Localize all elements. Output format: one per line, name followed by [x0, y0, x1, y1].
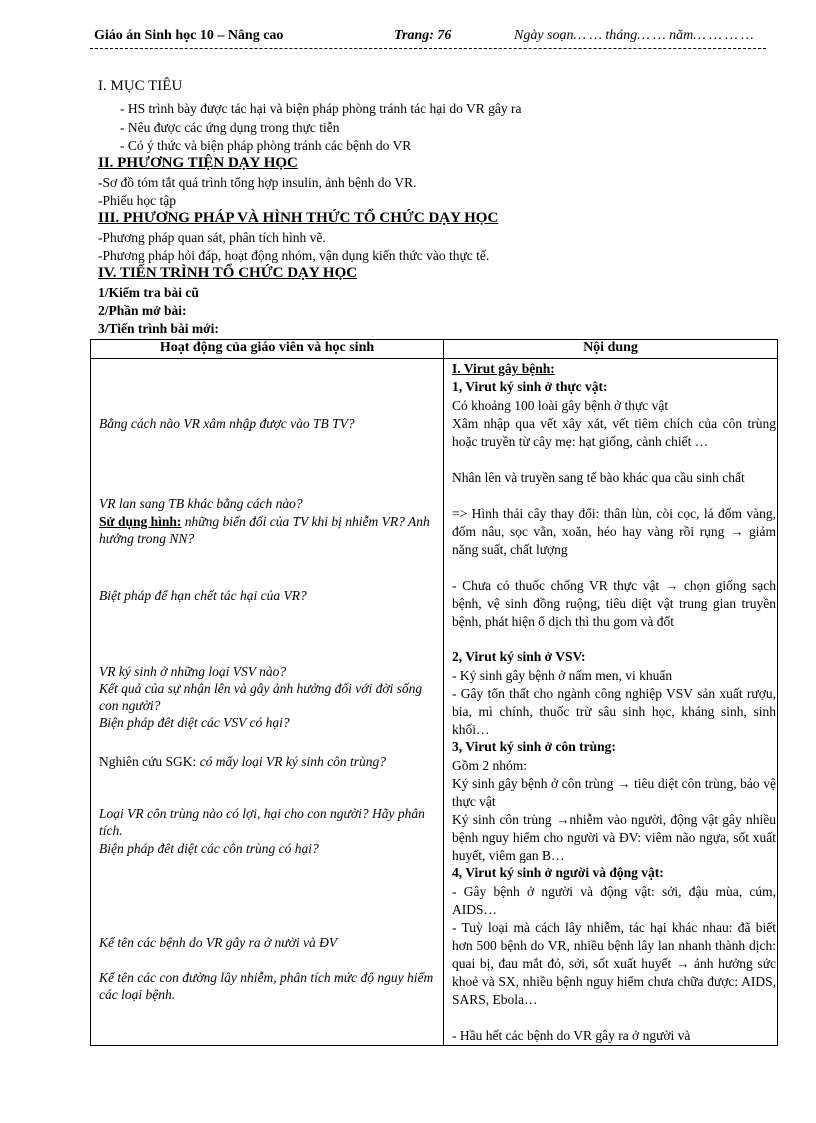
page-header: [90, 26, 766, 49]
section-procedure-title: IV. TIẾN TRÌNH TỔ CHỨC DẠY HỌC: [98, 265, 358, 281]
teacher-question: Biện pháp đêt diệt các VSV có hại?: [99, 715, 290, 730]
materials-item: -Sơ đồ tóm tắt quá trình tổng hợp insulin, ảnh bệnh do VR.: [98, 175, 417, 190]
question-text: có mấy loại VR ký sinh côn trùng?: [199, 754, 387, 769]
teacher-question: VR ký sinh ở những loại VSV nào?: [99, 664, 287, 679]
procedure-step: 3/Tiến trình bài mới:: [98, 321, 219, 336]
content-paragraph: Ký sinh gây bệnh ở côn trùng → tiêu diệt côn trùng, bảo vệ thực vật: [452, 776, 776, 809]
teacher-question: [99, 513, 439, 547]
header-course-title: Giáo án Sinh học 10 – Nâng cao: [94, 28, 284, 43]
content-paragraph: Ký sinh côn trùng →nhiễm vào người, động vật gây nhiều bệnh nguy hiểm cho người và ĐV: viêm não ngựa, sốt xuất huyết, viêm gan B…: [452, 812, 776, 863]
methods-item: -Phương pháp quan sát, phân tích hình vẽ.: [98, 230, 326, 245]
content-subheading: 3, Virut ký sinh ở côn trùng:: [452, 739, 616, 754]
objective-item: - Có ý thức và biện pháp phòng tránh các bệnh do VR: [120, 138, 412, 153]
content-paragraph: - Ký sinh gây bệnh ở nấm men, vi khuẩn: [452, 668, 673, 683]
question-text: Nghiên cứu SGK:: [99, 754, 200, 769]
teacher-question: Biệt pháp để hạn chết tác hại của VR?: [99, 588, 307, 603]
activities-cell: [91, 359, 444, 1046]
teacher-question: Bằng cách nào VR xâm nhập được vào TB TV?: [99, 416, 355, 431]
content-subheading: 2, Virut ký sinh ở VSV:: [452, 649, 586, 664]
question-text: những biến đổi của TV khi bị nhiễm VR? Anh hưởng trong NN?: [99, 514, 430, 546]
section-objectives-title: I. MỤC TIÊU: [98, 78, 183, 94]
teacher-question: Loại VR côn trùng nào có lợi, hại cho con người? Hãy phân tích.: [99, 806, 425, 838]
procedure-step: 2/Phần mở bài:: [98, 303, 187, 318]
content-cell: [444, 359, 778, 1046]
col-header-activities: Hoạt động của giáo viên và học sinh: [91, 340, 444, 359]
content-subheading: 1, Virut ký sinh ở thực vật:: [452, 379, 608, 394]
content-subheading: 4, Virut ký sinh ở người và động vật:: [452, 865, 664, 880]
section-materials-title: II. PHƯƠNG TIỆN DẠY HỌC: [98, 155, 298, 171]
teacher-question: Kết quả của sự nhận lên và gây ảnh hưởng đối với đời sống con người?: [99, 681, 423, 713]
objective-item: - Nêu được các ứng dụng trong thực tiễn: [120, 120, 340, 135]
section-methods-title: III. PHƯƠNG PHÁP VÀ HÌNH THỨC TỔ CHỨC DẠY HỌC: [98, 210, 499, 226]
content-paragraph: Nhân lên và truyền sang tế bào khác qua cầu sinh chất: [452, 470, 745, 485]
table-row: [91, 359, 778, 1046]
content-paragraph: Có khoảng 100 loài gây bệnh ở thực vật: [452, 398, 669, 413]
content-paragraph: - Gây bệnh ở người và động vật: sởi, đậu mùa, cúm, AIDS…: [452, 884, 776, 917]
methods-item: -Phương pháp hỏi đáp, hoạt động nhóm, vận dụng kiến thức vào thực tế.: [98, 248, 490, 263]
header-date-field: Ngày soạn… … tháng… … năm… … … …: [514, 28, 754, 43]
table-header-row: [91, 340, 778, 359]
materials-item: -Phiếu học tập: [98, 193, 176, 208]
teacher-question: Biện pháp đêt diệt các côn trùng có hại?: [99, 841, 319, 856]
col-header-content: Nội dung: [444, 340, 778, 359]
lesson-table: [90, 339, 778, 1046]
content-paragraph: - Tuỳ loại mà cách lây nhiễm, tác hại khác nhau: đã biết hơn 500 bệnh do VR, nhiều bệnh lây lan nhanh thành dịch: quai bị, đau mắt đỏ, sởi, sốt xuất huyết → ảnh hưởng sức khoẻ và SX, nhiều bệnh nguy hiểm chưa chữa được: AIDS, SARS, Ebola…: [452, 920, 776, 1007]
question-label: Sử dụng hình:: [99, 514, 182, 529]
content-paragraph: - Hầu hết các bệnh do VR gây ra ở người và: [452, 1028, 691, 1043]
teacher-question: [99, 753, 439, 770]
content-paragraph: => Hình thái cây thay đổi: thân lùn, còi cọc, lá đốm vàng, đốm nâu, sọc vằn, xoăn, héo hay vàng rồi rụng → giảm năng suất, chất lượng: [452, 506, 776, 557]
header-page-number: Trang: 76: [394, 28, 452, 43]
teacher-question: VR lan sang TB khác bằng cách nào?: [99, 496, 303, 511]
content-paragraph: - Gây tổn thất cho ngành công nghiệp VSV sản xuất rượu, bia, mì chính, thuốc trừ sâu sinh học, kháng sinh, sinh khối…: [452, 686, 776, 737]
content-heading: I. Virut gây bệnh:: [452, 361, 555, 376]
content-paragraph: - Chưa có thuốc chống VR thực vật → chọn giống sạch bệnh, vệ sinh đồng ruộng, tiêu diệt vật trung gian truyền bệnh, phát hiện ổ dịch thì thu gom và đốt: [452, 578, 776, 629]
teacher-question: Kể tên các con đường lây nhiễm, phân tích mức độ nguy hiểm các loại bệnh.: [99, 970, 434, 1002]
objective-item: - HS trình bày được tác hại và biện pháp phòng tránh tác hại do VR gây ra: [120, 101, 522, 116]
teacher-question: Kể tên các bệnh do VR gây ra ở nười và ĐV: [99, 935, 338, 950]
procedure-step: 1/Kiểm tra bài cũ: [98, 285, 199, 300]
content-paragraph: Gồm 2 nhóm:: [452, 758, 528, 773]
content-paragraph: Xâm nhập qua vết xây xát, vết tiêm chích của côn trùng hoặc truyền từ cây mẹ: hạt giống, cành chiết …: [452, 416, 776, 449]
